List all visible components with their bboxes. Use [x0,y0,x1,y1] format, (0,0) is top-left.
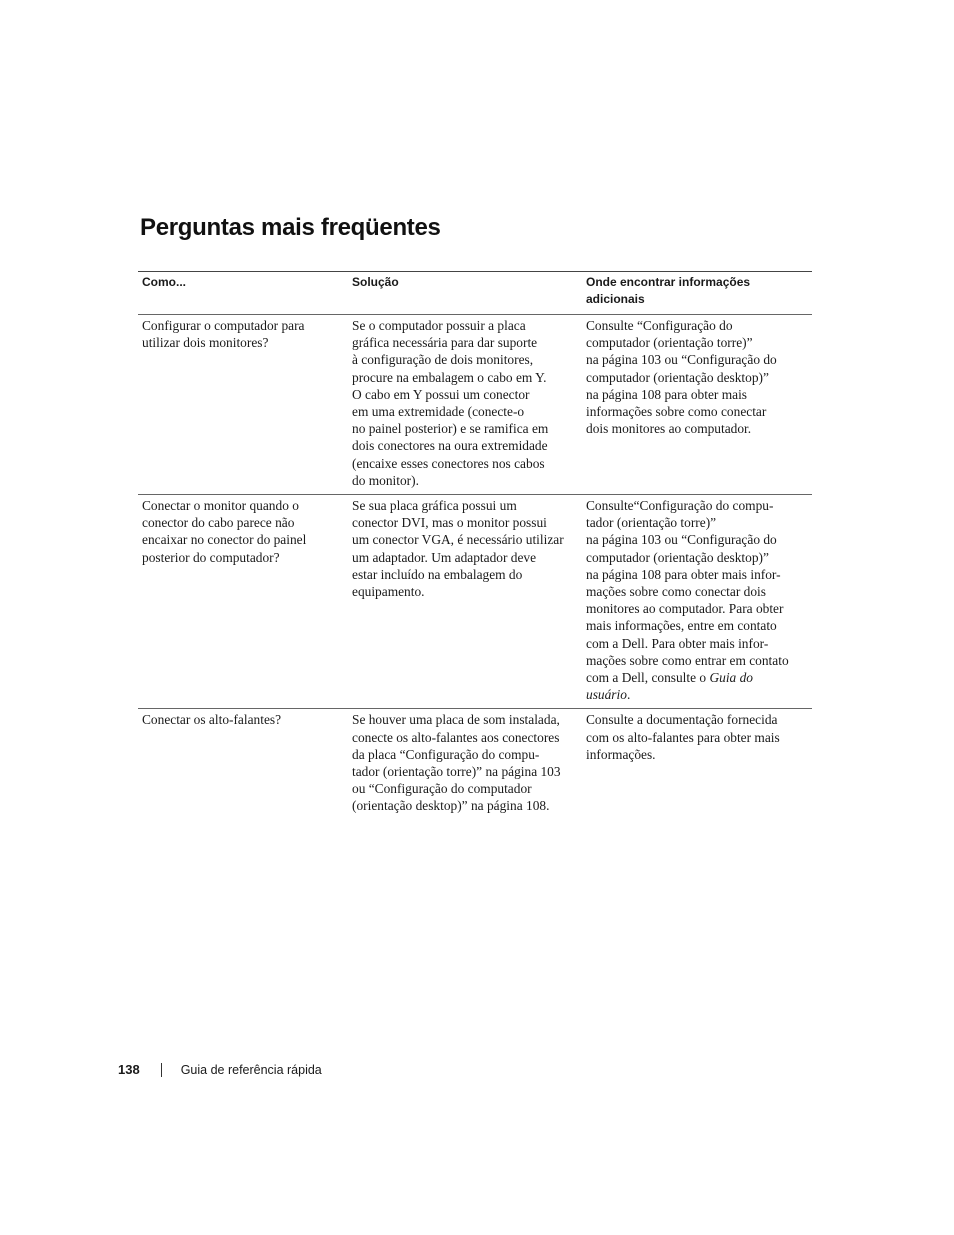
page-number: 138 [118,1062,140,1077]
row-info [582,495,812,708]
footer-separator [161,1063,162,1077]
row-info: Consulte a documentação fornecida com os alto-falantes para obter mais informações. [586,712,780,762]
row-solution: Se sua placa gráfica possui um conector DVI, mas o monitor possui um conector VGA, é necessário utilizar um adaptador. Um adaptador deve estar incluído na embalagem do equipamento. [352,498,564,600]
header-info: Onde encontrar informações adicionais [586,275,751,306]
row-solution: Se houver uma placa de som instalada, conecte os alto-falantes aos conectores da placa “Configuração do compu- tador (orientação torre)” na página 103 ou “Configuração do computador (orientação desktop)” na página 108. [352,712,561,814]
table-row [138,495,812,709]
row-info-text: Consulte“Configuração do compu- tador (orientação torre)” na página 103 ou “Configuração do computador (orientação desktop)” na página 108 para obter mais infor- mações sobre como conectar dois monitores ao computador. Para obter mais informações, entre em contato com a Dell. Para obter mais infor- mações sobre como entrar em contato com a Dell, consulte o [586,498,789,686]
row-question: Conectar o monitor quando o conector do cabo parece não encaixar no conector do painel posterior do computador? [142,498,307,565]
row-info-end: . [626,687,631,703]
row-question: Conectar os alto-falantes? [142,712,282,728]
page-title: Perguntas mais freqüentes [140,214,441,241]
row-info: Consulte “Configuração do computador (orientação torre)” na página 103 ou “Configuração do computador (orientação desktop)” na página 108 para obter mais informações sobre como conectar dois monitores ao computador. [586,318,777,437]
guide-reference: Guia do usuário [586,670,753,703]
table-row [138,709,812,819]
header-solution: Solução [352,275,399,289]
page-footer [118,1062,322,1077]
table-row [138,315,812,495]
table-header-row [138,272,812,315]
faq-table [138,271,812,820]
row-question: Configurar o computador para utilizar dois monitores? [142,318,305,351]
footer-section-title: Guia de referência rápida [180,1062,322,1077]
header-how: Como... [142,275,186,289]
row-solution: Se o computador possuir a placa gráfica necessária para dar suporte à configuração de dois monitores, procure na embalagem o cabo em Y. O cabo em Y possui um conector em uma extremidade (conecte-o no painel posterior) e se ramifica em dois conectores na oura extremidade (encaixe esses conectores nos cabos do monitor). [352,318,549,488]
